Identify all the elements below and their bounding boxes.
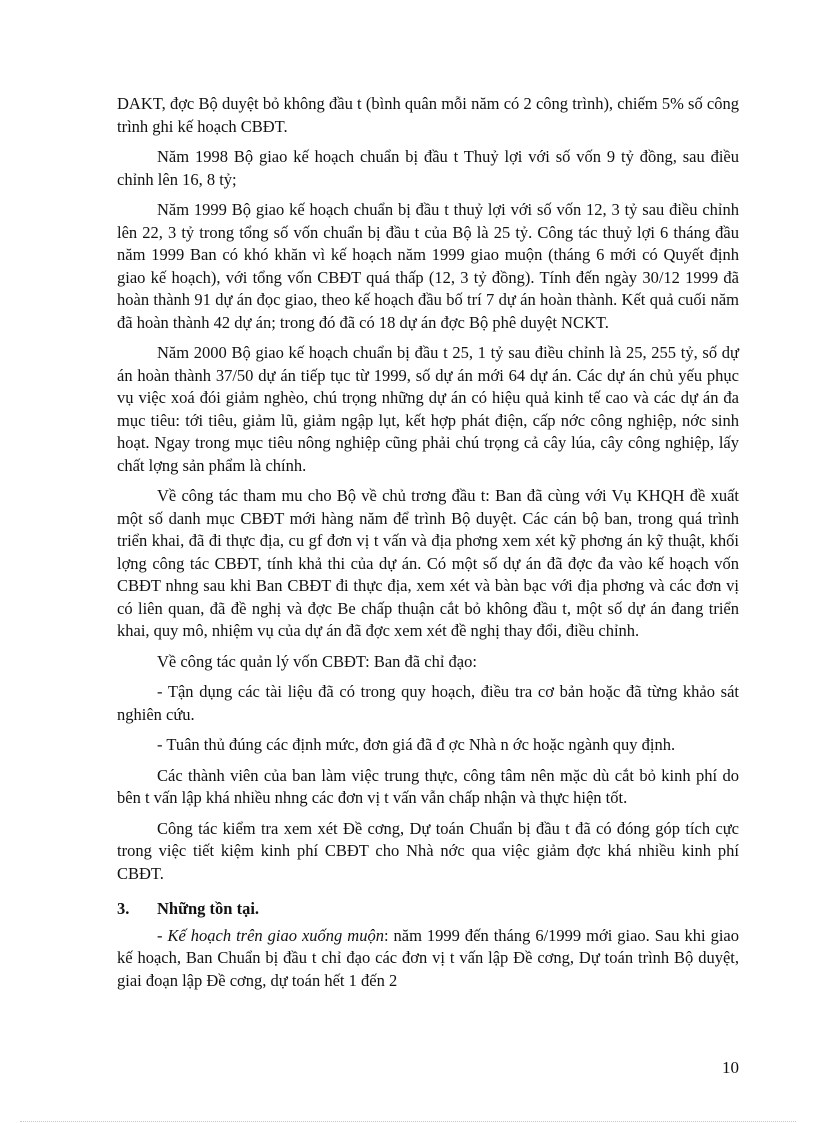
page-bottom-divider xyxy=(20,1121,796,1122)
paragraph-thanh-vien: Các thành viên của ban làm việc trung thực, công tâm nên mặc dù cắt bỏ kinh phí do bên t vấn lập khá nhiều nhng các đơn vị t vấn vẫn chấp nhận và thực hiện tốt. xyxy=(117,765,739,807)
paragraph-tham-muu: Về công tác tham mu cho Bộ về chủ trơng đầu t: Ban đã cùng với Vụ KHQH đề xuất một số danh mục CBĐT mới hàng năm để trình Bộ duyệt. Các cán bộ ban, trong quá trình triển khai, đã đi thực địa, cu gf đơn vị t vấn và địa phơng xem xét kỹ phơng án kỹ thuật, khối lợng công tác CBĐT, tính khả thi của dự án. Có một số dự án đã đợc đa vào kế hoạch vốn CBĐT nhng sau khi Ban CBĐT đi thực địa, xem xét và bàn bạc với địa phơng và các đơn vị có liên quan, đã đề nghị và đợc Be chấp thuận cắt bỏ không đầu t, một số dự án đang triển khai, quy mô, nhiệm vụ của dự án đã đợc xem xét đề nghị thay đổi, điều chỉnh. xyxy=(117,486,739,640)
section-heading xyxy=(117,898,739,921)
paragraph-quan-ly-von: Về công tác quản lý vốn CBĐT: Ban đã chỉ đạo: xyxy=(157,651,477,671)
list-item-tan-dung: - Tận dụng các tài liệu đã có trong quy hoạch, điều tra cơ bản hoặc đã từng khảo sát nghiên cứu. xyxy=(117,682,739,724)
paragraph-kiem-tra: Công tác kiểm tra xem xét Đề cơng, Dự toán Chuẩn bị đầu t đã có đóng góp tích cực trong việc tiết kiệm kinh phí CBĐT cho Nhà nớc qua việc giảm đợc khá nhiều kinh phí CBĐT. xyxy=(117,818,739,883)
page-number: 10 xyxy=(722,1058,739,1077)
list-item-tuan-thu: - Tuân thủ đúng các định mức, đơn giá đã đ ợc Nhà n ớc hoặc ngành quy định. xyxy=(157,735,676,754)
paragraph-1999: Năm 1999 Bộ giao kế hoạch chuẩn bị đầu t thuỷ lợi với số vốn 12, 3 tỷ sau điều chỉnh lên 22, 3 tỷ trong tổng số vốn chuẩn bị đầu t của Bộ là 25 tỷ. Công tác thuỷ lợi 6 tháng đầu năm 1999 Ban có khó khăn vì kế hoạch năm 1999 giao muộn (tháng 6 mới có Quyết định giao kế hoạch), với tổng vốn CBĐT quá thấp (12, 3 tỷ đồng). Tính đến ngày 30/12 1999 đã hoàn thành 91 dự án đọc giao, theo kế hoạch đầu bố trí 7 dự án hoàn thành. Kết quả cuối năm đã hoàn thành 42 dự án; trong đó đã có 18 dự án đợc Bộ phê duyệt NCKT. xyxy=(117,200,739,332)
paragraph-rest: : năm 1999 đến tháng 6/1999 mới giao. Sau khi giao kế hoạch, Ban Chuẩn bị đầu t chỉ đạo các đơn vị t vấn lập Đề cơng, Dự toán trình Bộ duyệt, giai đoạn lập Đề cơng, dự toán hết 1 đến 2 xyxy=(117,925,739,990)
italic-lead: - Kế hoạch trên giao xuống muộn xyxy=(157,925,384,945)
document-page xyxy=(117,93,739,1000)
section-number: 3. xyxy=(117,899,130,918)
section-title: Những tồn tại. xyxy=(157,899,260,918)
paragraph-2000: Năm 2000 Bộ giao kế hoạch chuẩn bị đầu t 25, 1 tỷ sau điều chỉnh là 25, 255 tỷ, số dự án hoàn thành 37/50 dự án tiếp tục từ 1999, số dự án mới 64 dự án. Các dự án chủ yếu phục vụ việc xoá đói giảm nghèo, chú trọng những dự án có hiệu quả kinh tế cao và các dự án đa mục tiêu: tới tiêu, giảm lũ, giảm ngập lụt, kết hợp phát điện, cấp nớc công nghiệp, nớc sinh hoạt. Ngay trong mục tiêu nông nghiệp cũng phải chú trọng cả cây lúa, cây công nghiệp, lấy chất lợng sản phẩm là chính. xyxy=(117,343,739,475)
paragraph-dakt: DAKT, đợc Bộ duyệt bỏ không đầu t (bình quân mỗi năm có 2 công trình), chiếm 5% số công trình ghi kế hoạch CBĐT. xyxy=(117,94,739,136)
paragraph-1998: Năm 1998 Bộ giao kế hoạch chuẩn bị đầu t Thuỷ lợi với số vốn 9 tỷ đồng, sau điều chỉnh lên 16, 8 tỷ; xyxy=(117,147,739,189)
paragraph-ke-hoach-muon xyxy=(117,925,739,993)
